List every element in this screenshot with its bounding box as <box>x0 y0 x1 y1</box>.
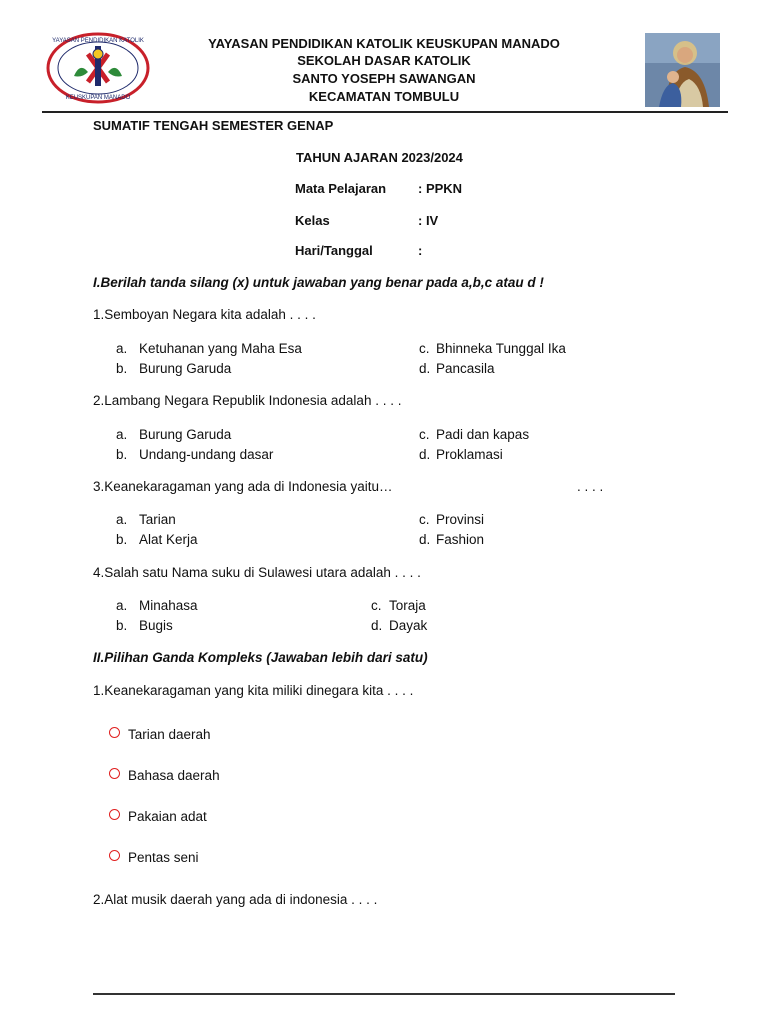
checkbox-option-label: Tarian daerah <box>128 727 211 742</box>
option-letter-b: b. <box>116 361 128 376</box>
option-letter-a: a. <box>116 598 128 613</box>
question-2-2: 2.Alat musik daerah yang ada di indonesia . . . . <box>93 892 378 907</box>
footer-rule <box>93 993 675 995</box>
q1-option-d: Pancasila <box>436 361 495 376</box>
option-letter-b: b. <box>116 447 128 462</box>
q3-option-a: Tarian <box>139 512 176 527</box>
q2-option-d: Proklamasi <box>436 447 503 462</box>
option-letter-d: d. <box>419 447 431 462</box>
field-label-subject: Mata Pelajaran <box>295 181 387 196</box>
option-letter-a: a. <box>116 427 128 442</box>
option-letter-a: a. <box>116 341 128 356</box>
logo-text-bottom: KEUSKUPAN MANADO <box>65 95 131 101</box>
question-1-4: 4.Salah satu Nama suku di Sulawesi utara adalah . . . . <box>93 565 421 580</box>
q1-option-c: Bhinneka Tunggal Ika <box>436 341 566 356</box>
option-letter-d: d. <box>419 361 431 376</box>
option-letter-c: c. <box>371 598 382 613</box>
option-letter-d: d. <box>371 618 383 633</box>
option-letter-b: b. <box>116 532 128 547</box>
q2-option-c: Padi dan kapas <box>436 427 530 442</box>
q1-option-b: Burung Garuda <box>139 361 232 376</box>
exam-title: SUMATIF TENGAH SEMESTER GENAP <box>93 118 334 133</box>
header-school-name: SANTO YOSEPH SAWANGAN <box>292 71 476 86</box>
header-foundation: YAYASAN PENDIDIKAN KATOLIK KEUSKUPAN MANADO <box>208 36 560 51</box>
option-letter-c: c. <box>419 427 430 442</box>
radio-circle-icon[interactable] <box>109 768 120 779</box>
q4-option-c: Toraja <box>389 598 426 613</box>
question-1-2: 2.Lambang Negara Republik Indonesia adalah . . . . <box>93 393 402 408</box>
option-letter-c: c. <box>419 341 430 356</box>
exam-year: TAHUN AJARAN 2023/2024 <box>296 150 463 165</box>
checkbox-option-label: Pentas seni <box>128 850 199 865</box>
q3-option-c: Provinsi <box>436 512 485 527</box>
radio-circle-icon[interactable] <box>109 809 120 820</box>
q3-option-b: Alat Kerja <box>139 532 198 547</box>
option-letter-c: c. <box>419 512 430 527</box>
option-letter-a: a. <box>116 512 128 527</box>
section-2-heading: II.Pilihan Ganda Kompleks (Jawaban lebih dari satu) <box>93 650 428 665</box>
q4-option-b: Bugis <box>139 618 173 633</box>
field-value-date: : <box>418 243 423 258</box>
question-2-1: 1.Keanekaragaman yang kita miliki dinegara kita . . . . <box>93 683 414 698</box>
question-1-3-trailing-dots: . . . . <box>577 479 604 494</box>
q4-option-d: Dayak <box>389 618 428 633</box>
field-label-date: Hari/Tanggal <box>295 243 373 258</box>
header-district: KECAMATAN TOMBULU <box>308 89 460 104</box>
question-1-1: 1.Semboyan Negara kita adalah . . . . <box>93 307 316 322</box>
q1-option-a: Ketuhanan yang Maha Esa <box>139 341 302 356</box>
q2-option-a: Burung Garuda <box>139 427 232 442</box>
header-rule <box>42 111 728 113</box>
q2-option-b: Undang-undang dasar <box>139 447 274 462</box>
q4-option-a: Minahasa <box>139 598 198 613</box>
option-letter-d: d. <box>419 532 431 547</box>
radio-circle-icon[interactable] <box>109 727 120 738</box>
saint-joseph-image <box>645 33 720 107</box>
option-letter-b: b. <box>116 618 128 633</box>
header-school-type: SEKOLAH DASAR KATOLIK <box>297 53 471 68</box>
field-value-class: : IV <box>418 213 439 228</box>
field-value-subject: : PPKN <box>418 181 463 196</box>
radio-circle-icon[interactable] <box>109 850 120 861</box>
section-1-heading: I.Berilah tanda silang (x) untuk jawaban yang benar pada a,b,c atau d ! <box>93 275 544 290</box>
checkbox-option-label: Pakaian adat <box>128 809 207 824</box>
question-1-3: 3.Keanekaragaman yang ada di Indonesia yaitu… <box>93 479 393 494</box>
checkbox-option-label: Bahasa daerah <box>128 768 220 783</box>
logo-text-top: YAYASAN PENDIDIKAN KATOLIK <box>52 38 144 44</box>
field-label-class: Kelas <box>295 213 330 228</box>
q3-option-d: Fashion <box>436 532 485 547</box>
